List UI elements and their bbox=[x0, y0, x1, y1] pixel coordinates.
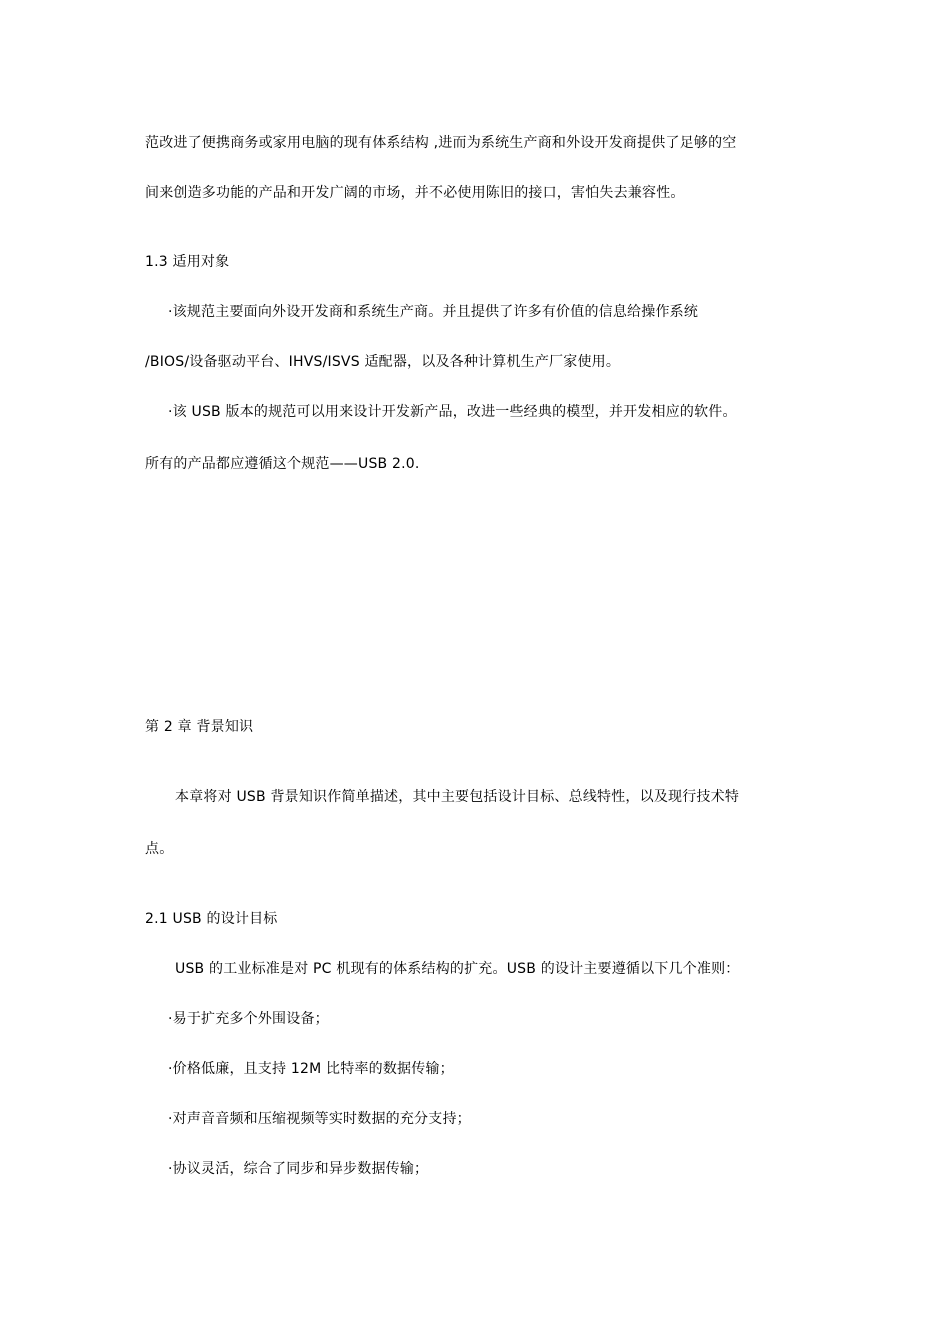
intro-paragraph-line-1: 范改进了便携商务或家用电脑的现有体系结构 ,进而为系统生产商和外设开发商提供了足够的空 bbox=[145, 135, 737, 151]
section-1-3-paragraph-line-1: ·该规范主要面向外设开发商和系统生产商。并且提供了许多有价值的信息给操作系统 bbox=[168, 304, 699, 320]
section-1-3-paragraph-line-4: 所有的产品都应遵循这个规范——USB 2.0. bbox=[145, 456, 420, 472]
chapter-2-intro-line-1: 本章将对 USB 背景知识作简单描述，其中主要包括设计目标、总线特性，以及现行技术特 bbox=[175, 789, 740, 805]
chapter-2-intro-line-2: 点。 bbox=[145, 841, 174, 857]
section-1-3-paragraph-line-3: ·该 USB 版本的规范可以用来设计开发新产品，改进一些经典的模型，并开发相应的软件。 bbox=[168, 404, 737, 420]
section-2-1-lead: USB 的工业标准是对 PC 机现有的体系结构的扩充。USB 的设计主要遵循以下几个准则： bbox=[175, 961, 740, 977]
bullet-item: ·易于扩充多个外围设备； bbox=[168, 1011, 329, 1027]
section-2-1-heading: 2.1 USB 的设计目标 bbox=[145, 911, 278, 927]
intro-paragraph-line-2: 间来创造多功能的产品和开发广阔的市场，并不必使用陈旧的接口，害怕失去兼容性。 bbox=[145, 185, 685, 201]
section-1-3-heading: 1.3 适用对象 bbox=[145, 254, 230, 270]
bullet-item: ·对声音音频和压缩视频等实时数据的充分支持； bbox=[168, 1111, 471, 1127]
chapter-2-heading: 第 2 章 背景知识 bbox=[145, 719, 254, 735]
section-1-3-paragraph-line-2: /BIOS/设备驱动平台、IHVS/ISVS 适配器，以及各种计算机生产厂家使用。 bbox=[145, 354, 621, 370]
bullet-item: ·协议灵活，综合了同步和异步数据传输； bbox=[168, 1161, 429, 1177]
bullet-item: ·价格低廉，且支持 12M 比特率的数据传输； bbox=[168, 1061, 454, 1077]
